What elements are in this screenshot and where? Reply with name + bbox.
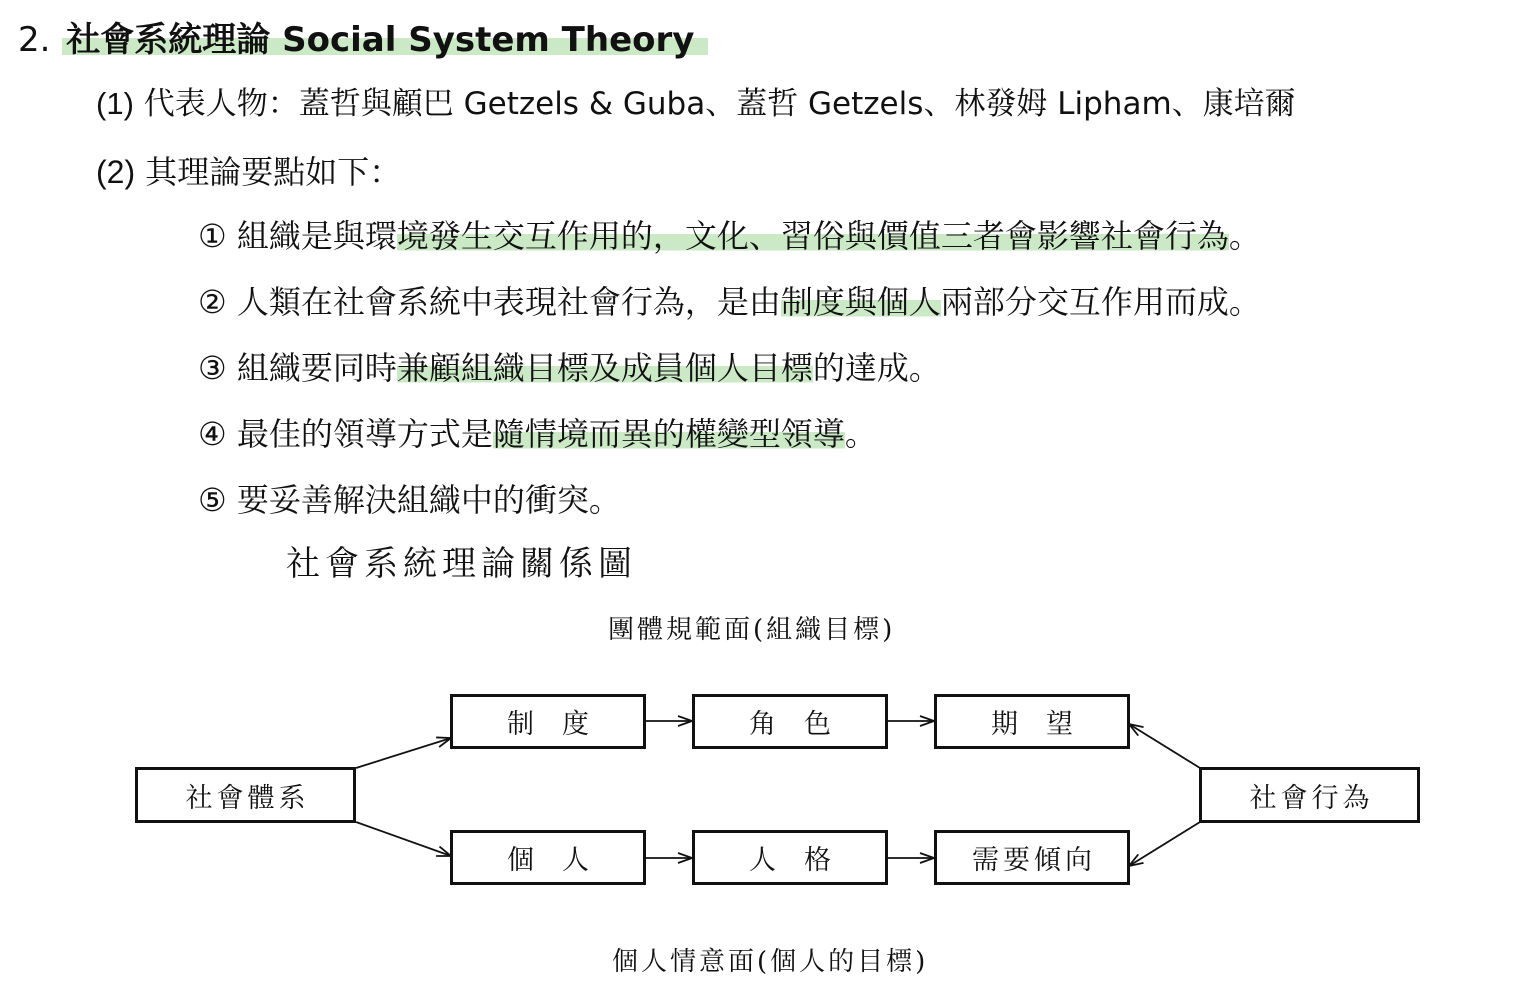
nomothetic-caption: 團體規範面(組織目標) [608,615,896,645]
point-marker: ① [198,217,227,255]
arrow-system-to-individual [356,822,451,856]
point-text-end: 的達成。 [812,349,941,387]
point-text: 要妥善解決組織中的衝突。 [236,481,621,519]
point-text-end: 。 [1228,217,1261,255]
point-text: 人類在社會系統中表現社會行為，是由 [236,283,781,321]
point-marker: ④ [198,415,227,453]
representatives-text: 代表人物：蓋哲與顧巴 Getzels & Guba、蓋哲 Getzels、林發姆 Lipham、康培爾 [143,86,1296,122]
diagram-title: 社會系統理論關係圖 [286,544,637,584]
point-text-end: 兩部分交互作用而成。 [940,283,1261,321]
social-behavior-box: 社會行為 [1199,767,1420,823]
arrow-behavior-to-need [1129,822,1200,866]
point-marker: ⑤ [198,481,227,519]
personality-box: 人格 [692,830,888,885]
idiographic-caption: 個人情意面(個人的目標) [612,947,929,977]
point-text: 組織是與環 [236,217,397,255]
section-number: 2. [18,20,51,60]
social-system-box: 社會體系 [135,767,356,823]
point-highlight: 境發生交互作用的，文化、習俗與價值三者會影響社會行為 [396,217,1229,255]
need-disposition-box: 需要傾向 [934,830,1130,885]
arrow-system-to-institution [356,738,451,768]
key-points-label: (2) [96,154,136,190]
point-text: 組織要同時 [236,349,397,387]
point-highlight: 隨情境而異的權變型領導 [492,415,845,453]
institution-box: 制度 [450,694,646,749]
expectation-box: 期望 [934,694,1130,749]
individual-box: 個人 [450,830,646,885]
point-text-end: 。 [844,415,877,453]
section-title: 社會系統理論 Social System Theory [62,20,708,60]
key-points-text: 其理論要點如下： [145,153,402,191]
representatives-label: (1) [96,86,134,121]
point-text: 最佳的領導方式是 [236,415,493,453]
point-marker: ② [198,283,227,321]
point-highlight: 制度與個人 [780,283,941,321]
role-box: 角色 [692,694,888,749]
arrow-behavior-to-expectation [1129,724,1200,768]
point-marker: ③ [198,349,227,387]
point-highlight: 兼顧組織目標及成員個人目標 [396,349,813,387]
